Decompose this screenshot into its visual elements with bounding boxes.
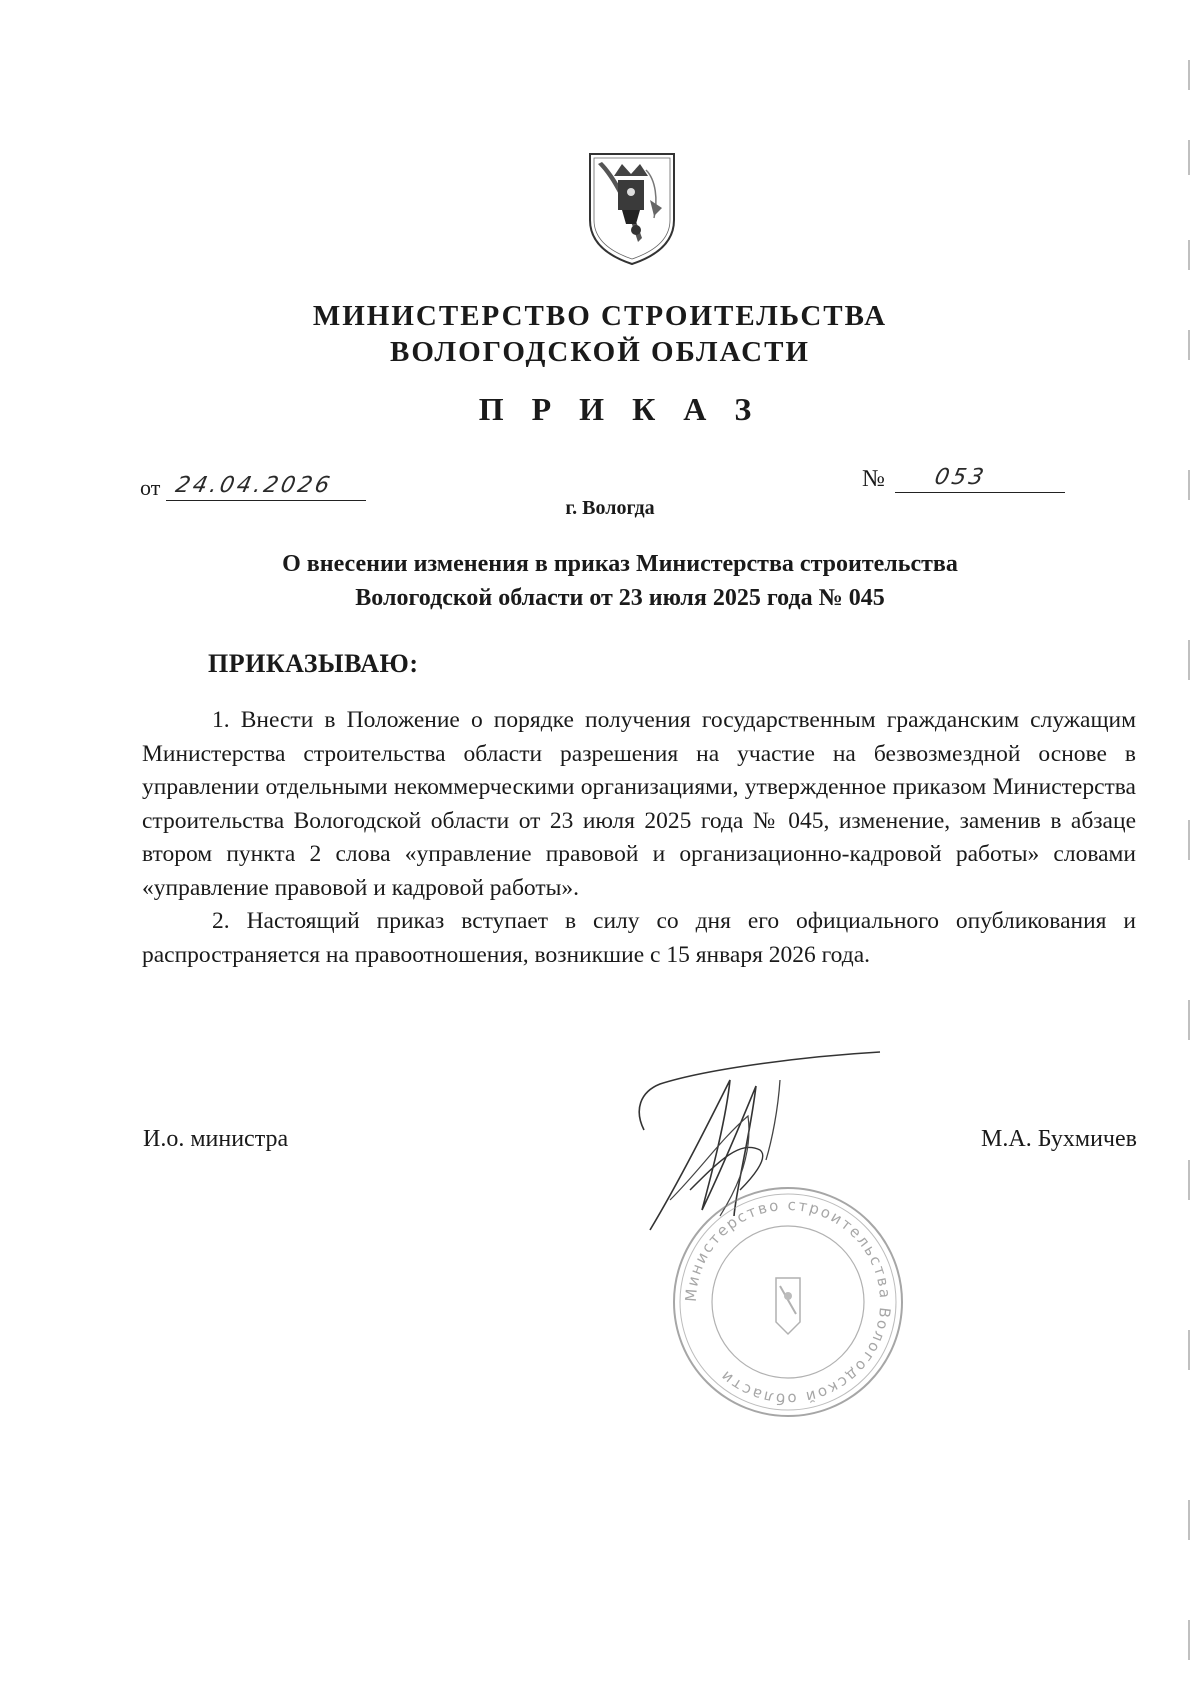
date-prefix: от xyxy=(140,475,161,500)
number-value: 053 xyxy=(932,465,989,490)
seal-text: Министерство строительства Вологодской области xyxy=(681,1195,895,1409)
ministry-line-1: МИНИСТЕРСТВО СТРОИТЕЛЬСТВА xyxy=(312,300,888,332)
scan-edge-marks xyxy=(1186,0,1192,1695)
date-value: 24.04.2026 xyxy=(173,473,335,498)
title-line-1: О внесении изменения в приказ Министерства строительства xyxy=(282,551,958,577)
number-prefix: № xyxy=(862,466,885,492)
city: г. Вологда xyxy=(565,497,655,519)
coat-of-arms-icon xyxy=(584,150,680,268)
paragraph-1: 1. Внести в Положение о порядке получения государственным гражданским служащим Министерства строительства области разрешения на участие на безвозмездной основе в управлении отдельными некоммерческими организациями, утвержденное приказом Министерства строительства Вологодской области от 23 июля 2025 года № 045, изменение, заменив в абзаце втором пункта 2 слова «управление правовой и организационно-кадровой работы» словами «управление правовой и кадровой работы». xyxy=(142,707,1136,901)
order-word: ПРИКАЗЫВАЮ: xyxy=(208,649,419,678)
ministry-name xyxy=(0,298,1200,370)
paragraph-2: 2. Настоящий приказ вступает в силу со дня его официального опубликования и распространяется на правоотношения, возникшие с 15 января 2026 года. xyxy=(142,908,1136,968)
signer-position: И.о. министра xyxy=(143,1126,289,1152)
svg-text:Министерство строительства Вол xyxy=(682,1196,894,1408)
document-body xyxy=(142,704,1136,972)
document-type: П Р И К А З xyxy=(478,391,762,427)
document-title xyxy=(180,547,1060,615)
number-line xyxy=(895,462,1065,493)
number-field xyxy=(862,462,1065,493)
official-seal-icon xyxy=(668,1182,908,1422)
title-line-2: Вологодской области от 23 июля 2025 года № 045 xyxy=(355,585,885,611)
signer-name: М.А. Бухмичев xyxy=(981,1126,1137,1152)
ministry-line-2: ВОЛОГОДСКОЙ ОБЛАСТИ xyxy=(390,336,810,368)
